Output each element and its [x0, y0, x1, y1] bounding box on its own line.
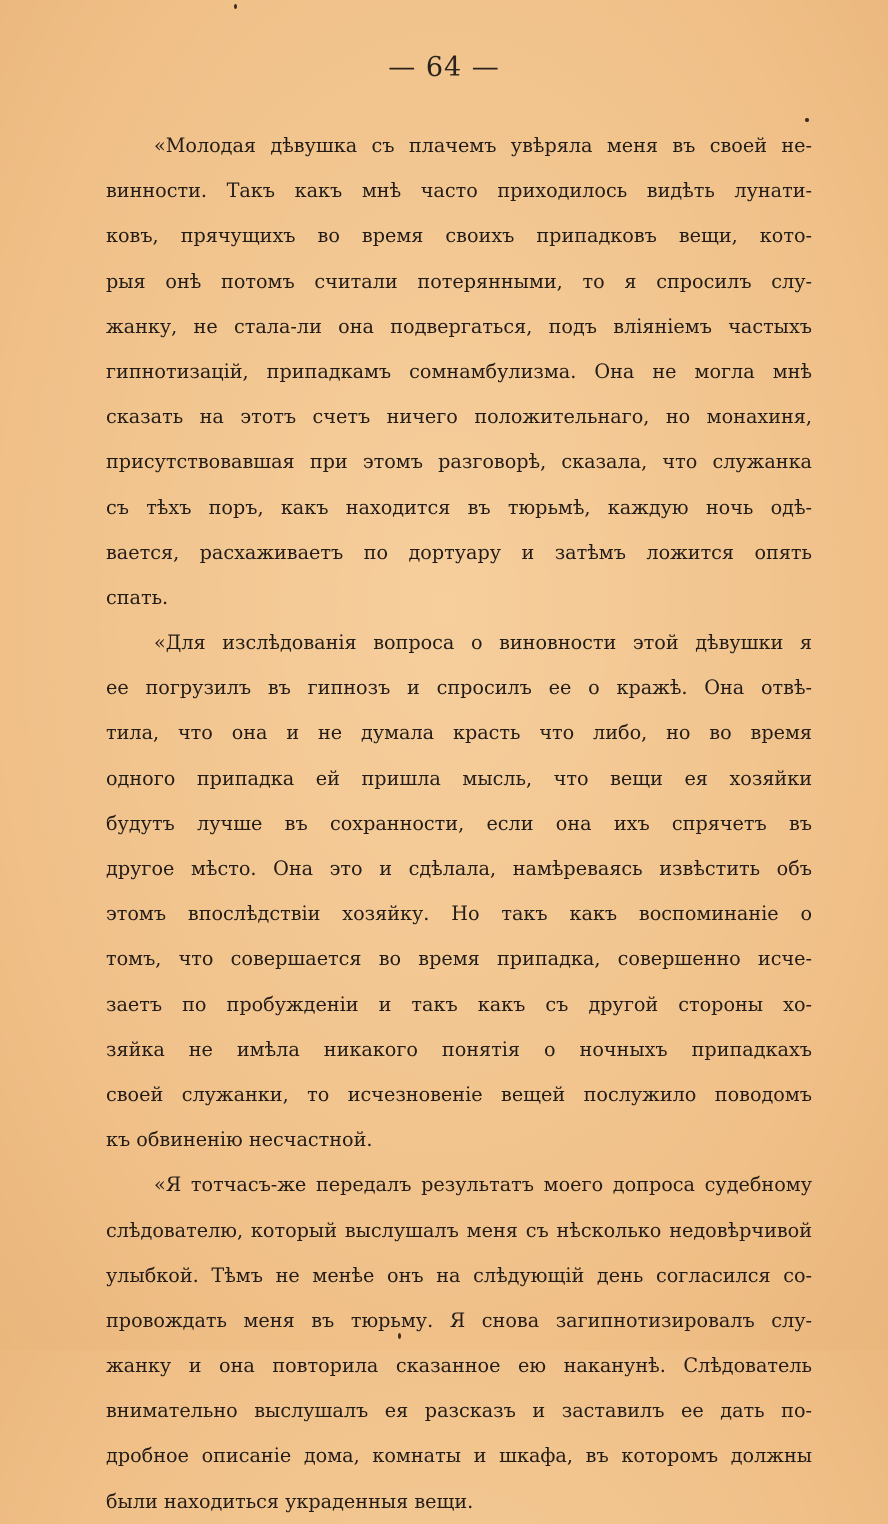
body-text — [106, 123, 812, 1524]
text-line: слѣдователю, который выслушалъ меня съ нѣсколько недовѣрчивой — [106, 1218, 812, 1242]
text-line: провождать меня въ тюрьму. Я снова загипнотизировалъ слу- — [106, 1308, 812, 1332]
text-line: ее погрузилъ въ гипнозъ и спросилъ ее о кражѣ. Она отвѣ- — [106, 676, 812, 700]
text-line: присутствовавшая при этомъ разговорѣ, сказала, что служанка — [106, 450, 812, 474]
text-line: одного припадка ей пришла мысль, что вещи ея хозяйки — [106, 766, 812, 790]
text-line: ковъ, прячущихъ во время своихъ припадковъ вещи, кото- — [106, 224, 812, 248]
text-line: «Молодая дѣвушка съ плачемъ увѣряла меня въ своей не- — [154, 134, 812, 157]
page-number: — 64 — — [388, 52, 500, 83]
text-line: жанку и она повторила сказанное ею наканунѣ. Слѣдователь — [106, 1354, 812, 1378]
text-line: зяйка не имѣла никакого понятія о ночныхъ припадкахъ — [106, 1037, 812, 1061]
text-line: спать. — [106, 585, 169, 609]
text-line: жанку, не стала-ли она подвергаться, подъ вліяніемъ частыхъ — [106, 314, 812, 338]
text-line: «Для изслѣдованія вопроса о виновности этой дѣвушки я — [154, 631, 812, 655]
text-line: другое мѣсто. Она это и сдѣлала, намѣреваясь извѣстить объ — [106, 857, 812, 880]
print-speck — [234, 4, 237, 9]
text-line: гипнотизацій, припадкамъ сомнамбулизма. Она не могла мнѣ — [106, 359, 812, 383]
text-line: винности. Такъ какъ мнѣ часто приходилось видѣть лунати- — [106, 179, 812, 203]
text-line: «Я тотчасъ-же передалъ результатъ моего допроса судебному — [154, 1173, 812, 1197]
text-line: своей служанки, то исчезновеніе вещей послужило поводомъ — [106, 1082, 812, 1106]
paragraph-2 — [106, 620, 812, 1162]
text-line: внимательно выслушалъ ея разсказъ и заставилъ ее дать по- — [106, 1399, 812, 1423]
text-line: заетъ по пробужденіи и такъ какъ съ другой стороны хо- — [106, 992, 812, 1016]
text-line: вается, расхаживаетъ по дортуару и затѣмъ ложится опять — [106, 540, 812, 564]
text-line: этомъ впослѣдствіи хозяйку. Но такъ какъ воспоминаніе о — [106, 902, 812, 926]
text-line: рыя онѣ потомъ считали потерянными, то я спросилъ слу- — [106, 269, 812, 293]
text-line: дробное описаніе дома, комнаты и шкафа, въ которомъ должны — [106, 1444, 812, 1468]
text-line: тила, что она и не думала красть что либо, но во время — [106, 721, 812, 745]
text-line: улыбкой. Тѣмъ не менѣе онъ на слѣдующій день согласился со- — [106, 1263, 812, 1287]
paragraph-3 — [106, 1162, 812, 1524]
text-line: будутъ лучше въ сохранности, если она ихъ спрячетъ въ — [106, 811, 812, 835]
text-line: томъ, что совершается во время припадка, совершенно исче- — [106, 947, 812, 971]
paragraph-1 — [106, 123, 812, 620]
text-line: были находиться украденныя вещи. — [106, 1489, 474, 1513]
print-speck — [805, 118, 809, 122]
text-line: къ обвиненію несчастной. — [106, 1128, 373, 1152]
text-line: сказать на этотъ счетъ ничего положительнаго, но монахиня, — [106, 405, 812, 429]
print-speck — [398, 1333, 401, 1339]
text-line: съ тѣхъ поръ, какъ находится въ тюрьмѣ, каждую ночь одѣ- — [106, 495, 812, 519]
